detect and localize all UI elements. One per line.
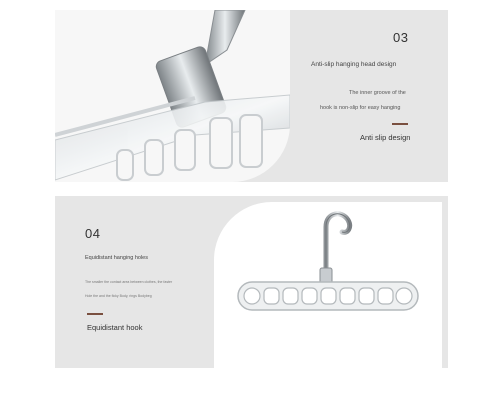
section-04-number: 04 [85,226,101,241]
section-03-line-1: The inner groove of the [349,90,406,96]
section-03-title: Anti-slip hanging head design [311,61,397,68]
section-04-accent-dash [87,313,103,315]
section-03-number: 03 [393,30,409,45]
section-03-caption: Anti slip design [360,133,411,142]
section-04-title: Equidistant hanging holes [85,255,148,261]
hanger-product-photo [214,202,442,368]
hanger-hook-closeup-icon [55,10,290,182]
nine-hole-hanger-icon [214,202,442,368]
hook-closeup-photo [55,10,290,182]
section-03-line-2: hook is non-slip for easy hanging [320,105,401,111]
section-04-line-1: The smaller the contact area between clothes, the faster [85,280,173,284]
section-04-caption: Equidistant hook [87,323,143,332]
section-04-line-2: Hole the and the ficky Body, rings Bodybeg [85,294,152,298]
section-03-accent-dash [392,123,408,125]
